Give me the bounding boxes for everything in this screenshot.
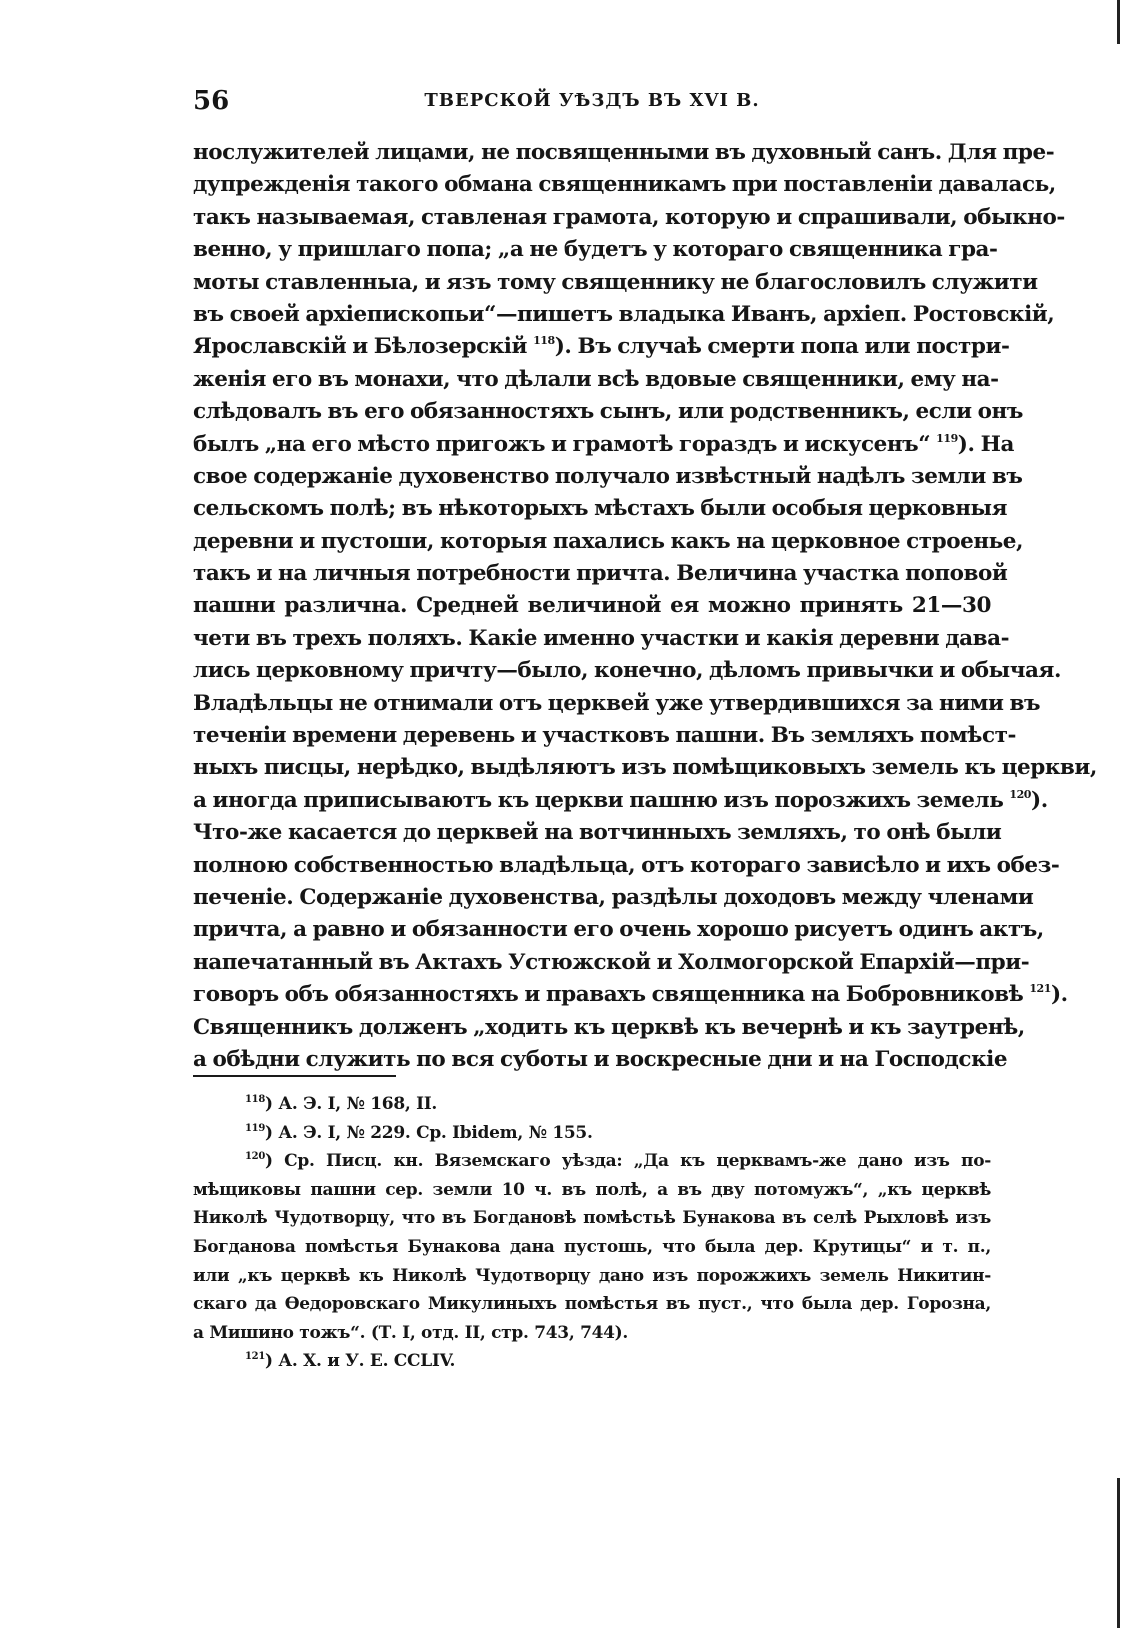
body-line	[193, 526, 1024, 558]
body-line-tail: ). На	[957, 431, 1014, 457]
body-line	[193, 364, 999, 396]
body-line-text: венно, у пришлаго попа; „а не будетъ у котораго священника гра-	[193, 237, 998, 263]
footnote-text: ) А. Х. и У. Е. CCLIV.	[264, 1351, 456, 1372]
body-line-text: нослужителей лицами, не посвященными въ духовный санъ. Для пре-	[193, 140, 1055, 165]
body-line-text: пашни различна. Средней величиной ея можно принять 21—30	[193, 593, 991, 619]
footnote-text: ) А. Э. I, № 229. Ср. Ibidem, № 155.	[264, 1122, 593, 1143]
body-line	[193, 299, 1055, 331]
body-line-text: теченіи времени деревень и участковъ пашни. Въ земляхъ помѣст-	[193, 723, 1016, 749]
footnotes	[193, 1090, 991, 1376]
body-line-text: а обѣдни служить по вся суботы и воскресные дни и на Господскіе	[193, 1046, 1008, 1072]
footnote-number: 121	[245, 1351, 265, 1363]
body-line-text: слѣдовалъ въ его обязанностяхъ сынъ, или родственникъ, если онъ	[193, 399, 1023, 425]
body-line-text: въ своей архіепископьи“—пишетъ владыка Иванъ, архіеп. Ростовскій,	[193, 301, 1055, 327]
body-line-text: ныхъ писцы, нерѣдко, выдѣляютъ изъ помѣщиковыхъ земель къ церкви,	[193, 755, 1097, 781]
body-line	[193, 493, 1008, 525]
body-line-text: Ярославскій и Бѣлозерскій	[193, 334, 528, 360]
footnote-line	[193, 1090, 991, 1119]
body-line-text: такъ называемая, ставленая грамота, которую и спрашивали, обыкно-	[193, 204, 1065, 230]
footnote-reference: 118	[533, 334, 555, 348]
footnote-text: ) А. Э. I, № 168, II.	[264, 1094, 438, 1114]
body-line-text: былъ „на его мѣсто пригожъ и грамотѣ гораздъ и искусенъ“	[193, 431, 931, 457]
footnote-text: ) Ср. Писц. кн. Вяземскаго уѣзда: „Да къ церквамъ-же дано изъ по-	[264, 1151, 991, 1172]
body-line	[193, 623, 1010, 655]
footnote-line	[193, 1262, 991, 1291]
body-line-text: сельскомъ полѣ; въ нѣкоторыхъ мѣстахъ были особыя церковныя	[193, 496, 1008, 522]
body-line-text: дупрежденія такого обмана священникамъ при поставленіи давалась,	[193, 172, 1056, 198]
body-line	[193, 785, 1048, 817]
footnote-separator	[193, 1075, 396, 1077]
body-line	[193, 947, 1030, 979]
footnote-number: 120	[245, 1151, 265, 1163]
body-line-text: печеніе. Содержаніе духовенства, раздѣлы доходовъ между членами	[193, 884, 1034, 910]
footnote-line	[193, 1147, 991, 1176]
body-line-text: моты ставленныа, и язъ тому священнику не благословилъ служити	[193, 269, 1038, 295]
body-line-text: женія его въ монахи, что дѣлали всѣ вдовые священники, ему на-	[193, 366, 999, 392]
body-line	[193, 169, 1056, 201]
scan-edge-mark-top	[1117, 0, 1120, 44]
body-line	[193, 396, 1023, 428]
body-line-text: Священникъ долженъ „ходить къ церквѣ къ вечернѣ и къ заутренѣ,	[193, 1014, 1025, 1040]
body-line-text: говоръ объ обязанностяхъ и правахъ священника на Бобровниковѣ	[193, 982, 1024, 1008]
body-line	[193, 914, 1044, 946]
page-header	[193, 86, 991, 122]
body-line-text: чети въ трехъ поляхъ. Какіе именно участки и какія деревни дава-	[193, 625, 1010, 651]
footnote-reference: 119	[936, 431, 958, 445]
body-line	[193, 655, 1061, 687]
footnote-line	[193, 1347, 991, 1376]
body-line-text: деревни и пустоши, которыя пахались какъ на церковное строенье,	[193, 528, 1024, 554]
body-line	[193, 234, 998, 266]
footnote-text: или „къ церквѣ къ Николѣ Чудотворцу дано изъ порожжихъ земель Никитин-	[193, 1265, 991, 1286]
running-title: ТВЕРСКОЙ УѢЗДЪ ВЪ XVI В.	[424, 90, 760, 111]
body-line	[193, 558, 1008, 590]
body-line	[193, 267, 1038, 299]
footnote-text: Богданова помѣстья Бунакова дана пустошь, что была дер. Крутицы“ и т. п.,	[193, 1236, 991, 1257]
body-line	[193, 817, 1002, 849]
body-line	[193, 850, 1060, 882]
body-line	[193, 1044, 1008, 1076]
body-line	[193, 1012, 1025, 1044]
body-text	[193, 137, 1097, 1076]
page-number: 56	[193, 86, 230, 116]
footnote-reference: 121	[1029, 982, 1051, 996]
body-line	[193, 461, 1023, 493]
footnote-text: а Мишино тожъ“. (Т. I, отд. II, стр. 743, 744).	[193, 1322, 629, 1343]
body-line-text: напечатанный въ Актахъ Устюжской и Холмогорской Епархій—при-	[193, 949, 1030, 975]
body-line-text: такъ и на личныя потребности причта. Величина участка поповой	[193, 561, 1008, 587]
footnote-line	[193, 1119, 991, 1148]
body-line-text: Владѣльцы не отнимали отъ церквей уже утвердившихся за ними въ	[193, 690, 1041, 716]
body-line	[193, 429, 1014, 461]
body-line	[193, 752, 1097, 784]
body-line-tail: ).	[1050, 982, 1068, 1008]
body-line	[193, 720, 1016, 752]
body-line-text: а иногда приписываютъ къ церкви пашню изъ порозжихъ земель	[193, 787, 1004, 813]
footnote-line	[193, 1290, 991, 1319]
body-line	[193, 202, 1065, 234]
body-line	[193, 137, 1055, 169]
body-line	[193, 590, 991, 622]
footnote-number: 118	[245, 1094, 265, 1105]
body-line-text: Что-же касается до церквей на вотчинныхъ земляхъ, то онѣ были	[193, 820, 1002, 846]
body-line-text: причта, а равно и обязанности его очень хорошо рисуетъ одинъ актъ,	[193, 917, 1044, 943]
scan-edge-mark-bottom	[1117, 1478, 1120, 1628]
footnote-text: мѣщиковы пашни сер. земли 10 ч. въ полѣ, а въ дву потомужъ“, „къ церквѣ	[193, 1179, 991, 1200]
footnote-line	[193, 1176, 991, 1205]
footnote-text: Николѣ Чудотворцу, что въ Богдановѣ помѣстьѣ Бунакова въ селѣ Рыхловѣ изъ	[193, 1208, 991, 1229]
body-line-tail: ).	[1031, 787, 1048, 813]
footnote-line	[193, 1233, 991, 1262]
footnote-line	[193, 1204, 991, 1233]
footnote-number: 119	[245, 1122, 265, 1134]
body-line	[193, 688, 1041, 720]
footnote-reference: 120	[1009, 787, 1032, 801]
body-line-tail: ). Въ случаѣ смерти попа или постри-	[554, 334, 1010, 360]
footnote-text: скаго да Ѳедоровскаго Микулиныхъ помѣстья въ пуст., что была дер. Горозна,	[193, 1294, 991, 1315]
footnote-line	[193, 1319, 991, 1348]
body-line-text: лись церковному причту—было, конечно, дѣломъ привычки и обычая.	[193, 658, 1061, 684]
body-line-text: полною собственностью владѣльца, отъ котораго зависѣло и ихъ обез-	[193, 852, 1060, 878]
body-line	[193, 331, 1010, 363]
body-line	[193, 882, 1034, 914]
body-line-text: свое содержаніе духовенство получало извѣстный надѣлъ земли въ	[193, 463, 1023, 489]
body-line	[193, 979, 1068, 1011]
